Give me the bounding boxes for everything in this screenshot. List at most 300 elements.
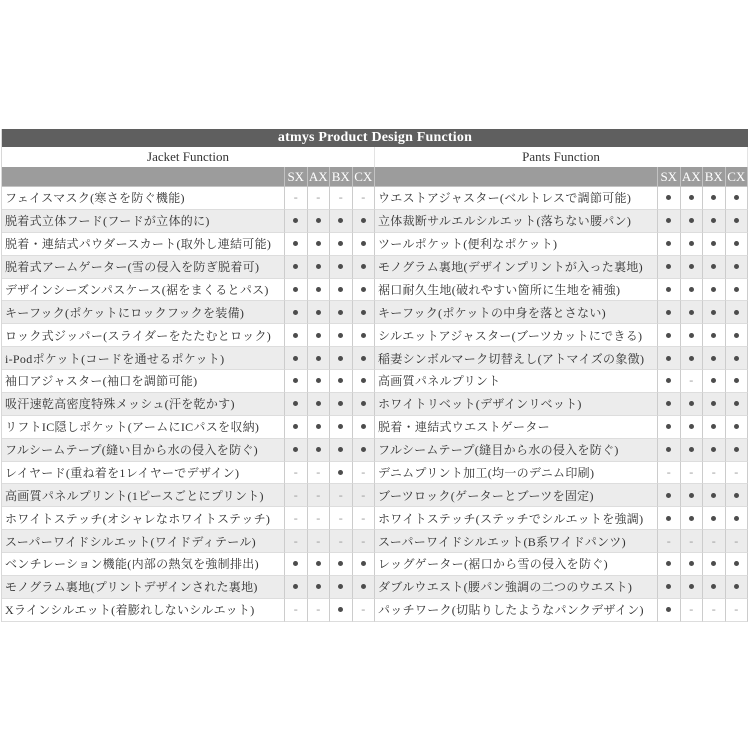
jacket-feature-value-bx [330,393,353,416]
dot-icon [338,447,343,452]
jacket-feature-value-ax [308,393,331,416]
pants-feature-value-bx [703,507,726,530]
jacket-feature-value-cx: - [353,599,376,622]
jacket-col-bx: BX [330,167,353,187]
pants-feature-label: ブーツロック(ゲーターとブーツを固定) [375,484,658,507]
jacket-feature-value-cx [353,233,376,256]
jacket-feature-value-cx [353,279,376,302]
pants-feature-value-cx [726,324,749,347]
dot-icon [666,561,671,566]
dot-icon [338,561,343,566]
jacket-feature-value-ax: - [308,599,331,622]
table-grid [1,129,747,622]
jacket-feature-value-ax [308,256,331,279]
jacket-feature-value-cx [353,210,376,233]
dot-icon [734,356,739,361]
jacket-feature-label: ホワイトステッチ(オシャレなホワイトステッチ) [2,507,285,530]
jacket-feature-value-sx: - [285,599,308,622]
pants-feature-value-bx: - [703,462,726,485]
dot-icon [666,310,671,315]
dot-icon [689,584,694,589]
jacket-feature-value-bx [330,462,353,485]
dot-icon [689,424,694,429]
jacket-feature-value-sx [285,416,308,439]
dot-icon [711,264,716,269]
jacket-feature-value-ax [308,347,331,370]
pants-feature-value-bx: - [703,530,726,553]
jacket-feature-label: 脱着・連結式パウダースカート(取外し連結可能) [2,233,285,256]
jacket-feature-value-cx: - [353,484,376,507]
dot-icon [689,493,694,498]
pants-feature-value-cx: - [726,530,749,553]
pants-feature-value-sx [658,393,681,416]
dot-icon [734,424,739,429]
dot-icon [293,333,298,338]
jacket-feature-value-ax: - [308,462,331,485]
pants-feature-value-ax [681,347,704,370]
dot-icon [666,264,671,269]
jacket-feature-value-sx: - [285,484,308,507]
jacket-feature-value-sx [285,393,308,416]
pants-col-sx: SX [658,167,681,187]
dot-icon [316,310,321,315]
dot-icon [293,424,298,429]
jacket-feature-value-cx [353,301,376,324]
jacket-feature-value-sx [285,210,308,233]
pants-feature-value-bx [703,576,726,599]
jacket-feature-label: 吸汗速乾高密度特殊メッシュ(汗を乾かす) [2,393,285,416]
pants-feature-value-cx: - [726,462,749,485]
dot-icon [361,264,366,269]
pants-feature-value-cx [726,279,749,302]
dot-icon [666,378,671,383]
jacket-feature-value-cx: - [353,530,376,553]
dot-icon [689,447,694,452]
dot-icon [293,356,298,361]
jacket-feature-label: モノグラム裏地(プリントデザインされた裏地) [2,576,285,599]
jacket-feature-value-bx [330,553,353,576]
jacket-col-sx: SX [285,167,308,187]
pants-feature-value-bx [703,484,726,507]
pants-feature-label: シルエットアジャスター(ブーツカットにできる) [375,324,658,347]
pants-feature-value-bx [703,370,726,393]
pants-feature-value-bx [703,187,726,210]
dot-icon [293,241,298,246]
dot-icon [666,447,671,452]
pants-feature-value-ax [681,507,704,530]
dot-icon [689,561,694,566]
dot-icon [734,195,739,200]
pants-feature-value-cx: - [726,599,749,622]
pants-feature-value-sx [658,233,681,256]
dot-icon [666,516,671,521]
dot-icon [293,447,298,452]
jacket-feature-value-ax: - [308,484,331,507]
dot-icon [293,378,298,383]
jacket-feature-value-ax: - [308,507,331,530]
pants-feature-value-ax [681,484,704,507]
pants-feature-label: デニムプリント加工(均一のデニム印刷) [375,462,658,485]
jacket-feature-value-ax [308,370,331,393]
jacket-feature-value-bx [330,279,353,302]
dot-icon [361,310,366,315]
jacket-feature-label: リフトIC隠しポケット(アームにICパスを収納) [2,416,285,439]
dot-icon [293,584,298,589]
pants-feature-value-sx: - [658,530,681,553]
dot-icon [316,264,321,269]
dot-icon [689,241,694,246]
dot-icon [316,561,321,566]
jacket-feature-label: キーフック(ポケットにロックフックを装備) [2,301,285,324]
dot-icon [293,218,298,223]
dot-icon [734,401,739,406]
pants-feature-label: ホワイトリベット(デザインリベット) [375,393,658,416]
pants-feature-value-bx [703,347,726,370]
pants-feature-value-sx [658,484,681,507]
pants-feature-label: レッグゲーター(裾口から雪の侵入を防ぐ) [375,553,658,576]
jacket-col-cx: CX [353,167,376,187]
pants-feature-value-sx [658,416,681,439]
dot-icon [361,561,366,566]
jacket-feature-label: 高画質パネルプリント(1ピースごとにプリント) [2,484,285,507]
dot-icon [734,218,739,223]
dot-icon [734,378,739,383]
dot-icon [338,424,343,429]
dot-icon [293,561,298,566]
pants-feature-value-ax [681,210,704,233]
dot-icon [734,287,739,292]
jacket-feature-label: デザインシーズンパスケース(裾をまくるとパス) [2,279,285,302]
dot-icon [666,493,671,498]
dot-icon [711,333,716,338]
jacket-feature-value-bx: - [330,507,353,530]
dot-icon [711,310,716,315]
dot-icon [316,287,321,292]
pants-feature-value-bx [703,210,726,233]
pants-col-bx: BX [703,167,726,187]
dot-icon [734,447,739,452]
product-function-table [1,129,747,622]
dot-icon [338,264,343,269]
pants-feature-value-ax [681,256,704,279]
jacket-feature-value-sx [285,576,308,599]
jacket-feature-value-bx [330,347,353,370]
dot-icon [666,333,671,338]
dot-icon [734,516,739,521]
dot-icon [316,333,321,338]
pants-feature-label: ダブルウエスト(腰パン強調の二つのウエスト) [375,576,658,599]
jacket-colhead-spacer [2,167,285,187]
dot-icon [666,584,671,589]
dot-icon [361,287,366,292]
pants-feature-value-ax [681,553,704,576]
dot-icon [711,516,716,521]
jacket-feature-label: 脱着式アームゲーター(雪の侵入を防ぎ脱着可) [2,256,285,279]
pants-feature-value-bx [703,393,726,416]
jacket-feature-value-sx: - [285,507,308,530]
jacket-feature-value-cx: - [353,507,376,530]
pants-feature-label: 立体裁断サルエルシルエット(落ちない腰パン) [375,210,658,233]
jacket-feature-value-cx [353,393,376,416]
pants-feature-value-ax [681,233,704,256]
jacket-feature-value-sx [285,370,308,393]
dot-icon [711,218,716,223]
pants-feature-value-sx [658,370,681,393]
jacket-feature-value-bx [330,256,353,279]
dot-icon [316,424,321,429]
jacket-feature-value-sx: - [285,530,308,553]
dot-icon [666,218,671,223]
dot-icon [338,401,343,406]
dot-icon [666,195,671,200]
jacket-feature-value-sx [285,439,308,462]
pants-feature-value-ax: - [681,370,704,393]
dot-icon [711,195,716,200]
jacket-feature-value-sx: - [285,187,308,210]
dot-icon [734,310,739,315]
dot-icon [689,333,694,338]
dot-icon [734,241,739,246]
pants-feature-value-sx: - [658,462,681,485]
page-title: atmys Product Design Function [2,129,748,147]
dot-icon [711,424,716,429]
dot-icon [316,241,321,246]
dot-icon [361,424,366,429]
dot-icon [711,356,716,361]
jacket-feature-value-bx: - [330,530,353,553]
pants-feature-value-cx [726,210,749,233]
jacket-feature-value-ax [308,210,331,233]
dot-icon [361,241,366,246]
jacket-section-header: Jacket Function [2,147,375,167]
dot-icon [361,584,366,589]
dot-icon [293,264,298,269]
jacket-feature-label: i-Podポケット(コードを通せるポケット) [2,347,285,370]
dot-icon [734,561,739,566]
dot-icon [361,218,366,223]
jacket-feature-value-cx: - [353,462,376,485]
pants-feature-value-ax: - [681,530,704,553]
jacket-feature-value-bx [330,324,353,347]
dot-icon [361,447,366,452]
jacket-feature-label: ロック式ジッパー(スライダーをたたむとロック) [2,324,285,347]
dot-icon [338,356,343,361]
jacket-feature-label: 脱着式立体フード(フードが立体的に) [2,210,285,233]
dot-icon [316,356,321,361]
jacket-feature-value-ax [308,279,331,302]
dot-icon [361,401,366,406]
pants-feature-value-ax: - [681,599,704,622]
jacket-feature-value-cx: - [353,187,376,210]
pants-col-ax: AX [681,167,704,187]
pants-feature-value-ax [681,576,704,599]
pants-feature-label: 裾口耐久生地(破れやすい箇所に生地を補強) [375,279,658,302]
jacket-feature-value-sx [285,347,308,370]
jacket-feature-value-bx [330,233,353,256]
pants-feature-value-ax [681,324,704,347]
jacket-feature-value-ax [308,301,331,324]
pants-feature-value-cx [726,301,749,324]
jacket-feature-value-sx [285,279,308,302]
pants-feature-value-sx [658,439,681,462]
jacket-feature-value-ax [308,439,331,462]
jacket-feature-value-ax [308,416,331,439]
dot-icon [338,310,343,315]
pants-feature-value-ax [681,439,704,462]
dot-icon [689,356,694,361]
dot-icon [338,470,343,475]
dot-icon [666,287,671,292]
jacket-feature-value-sx [285,301,308,324]
jacket-feature-label: Xラインシルエット(着膨れしないシルエット) [2,599,285,622]
dot-icon [734,584,739,589]
pants-feature-value-bx [703,439,726,462]
dot-icon [666,424,671,429]
dot-icon [666,241,671,246]
dot-icon [711,287,716,292]
pants-section-header: Pants Function [375,147,748,167]
pants-feature-value-ax: - [681,462,704,485]
pants-feature-label: キーフック(ポケットの中身を落とさない) [375,301,658,324]
jacket-feature-value-sx: - [285,462,308,485]
pants-feature-value-cx [726,507,749,530]
pants-feature-label: ウエストアジャスター(ベルトレスで調節可能) [375,187,658,210]
jacket-feature-value-bx [330,576,353,599]
jacket-feature-label: フルシームテープ(縫い目から水の侵入を防ぐ) [2,439,285,462]
dot-icon [338,378,343,383]
pants-feature-label: スーパーワイドシルエット(B系ワイドパンツ) [375,530,658,553]
pants-feature-value-bx [703,416,726,439]
pants-feature-value-sx [658,324,681,347]
jacket-feature-value-ax [308,233,331,256]
dot-icon [689,401,694,406]
dot-icon [711,584,716,589]
pants-feature-value-cx [726,347,749,370]
jacket-feature-value-bx: - [330,484,353,507]
jacket-feature-value-bx [330,370,353,393]
dot-icon [711,241,716,246]
dot-icon [711,493,716,498]
dot-icon [293,401,298,406]
pants-feature-value-ax [681,279,704,302]
pants-feature-label: ツールポケット(便利なポケット) [375,233,658,256]
jacket-feature-value-ax [308,576,331,599]
dot-icon [338,584,343,589]
jacket-feature-value-ax: - [308,187,331,210]
pants-feature-label: ホワイトステッチ(ステッチでシルエットを強調) [375,507,658,530]
jacket-feature-label: 袖口アジャスター(袖口を調節可能) [2,370,285,393]
pants-colhead-spacer [375,167,658,187]
pants-feature-value-sx [658,576,681,599]
jacket-feature-value-bx [330,439,353,462]
jacket-feature-value-sx [285,553,308,576]
dot-icon [711,447,716,452]
dot-icon [338,287,343,292]
pants-feature-value-bx [703,553,726,576]
jacket-feature-value-cx [353,416,376,439]
jacket-feature-value-sx [285,233,308,256]
pants-feature-value-ax [681,393,704,416]
jacket-feature-label: ベンチレーション機能(内部の熱気を強制排出) [2,553,285,576]
jacket-feature-value-ax: - [308,530,331,553]
pants-feature-value-bx [703,279,726,302]
pants-feature-value-sx [658,507,681,530]
jacket-feature-value-ax [308,553,331,576]
jacket-feature-label: レイヤード(重ね着を1レイヤーでデザイン) [2,462,285,485]
jacket-feature-value-bx [330,599,353,622]
dot-icon [734,264,739,269]
jacket-feature-value-cx [353,324,376,347]
jacket-feature-value-bx [330,210,353,233]
pants-feature-value-bx: - [703,599,726,622]
pants-feature-value-sx [658,553,681,576]
pants-feature-value-sx [658,187,681,210]
pants-feature-value-cx [726,256,749,279]
pants-feature-value-cx [726,576,749,599]
pants-feature-value-cx [726,233,749,256]
pants-feature-value-ax [681,187,704,210]
pants-feature-label: フルシームテープ(縫目から水の侵入を防ぐ) [375,439,658,462]
dot-icon [361,333,366,338]
jacket-col-ax: AX [308,167,331,187]
pants-feature-value-sx [658,301,681,324]
pants-feature-value-cx [726,187,749,210]
dot-icon [711,401,716,406]
jacket-feature-value-cx [353,370,376,393]
pants-feature-label: 高画質パネルプリント [375,370,658,393]
pants-feature-label: モノグラム裏地(デザインプリントが入った裏地) [375,256,658,279]
pants-feature-value-bx [703,233,726,256]
dot-icon [361,378,366,383]
jacket-feature-value-bx: - [330,187,353,210]
dot-icon [361,356,366,361]
pants-feature-value-cx [726,553,749,576]
dot-icon [666,401,671,406]
jacket-feature-value-cx [353,439,376,462]
dot-icon [689,310,694,315]
jacket-feature-value-cx [353,576,376,599]
dot-icon [666,607,671,612]
pants-feature-value-cx [726,484,749,507]
dot-icon [293,287,298,292]
dot-icon [689,516,694,521]
pants-feature-value-cx [726,393,749,416]
dot-icon [316,447,321,452]
dot-icon [734,333,739,338]
pants-feature-label: 脱着・連結式ウエストゲーター [375,416,658,439]
jacket-feature-value-bx [330,301,353,324]
dot-icon [293,310,298,315]
dot-icon [689,264,694,269]
jacket-feature-value-sx [285,256,308,279]
jacket-feature-label: フェイスマスク(寒さを防ぐ機能) [2,187,285,210]
pants-feature-value-sx [658,256,681,279]
dot-icon [338,241,343,246]
dot-icon [338,218,343,223]
jacket-feature-label: スーパーワイドシルエット(ワイドディテール) [2,530,285,553]
dot-icon [734,493,739,498]
jacket-feature-value-cx [353,256,376,279]
pants-feature-value-cx [726,370,749,393]
dot-icon [711,378,716,383]
dot-icon [316,584,321,589]
pants-feature-value-bx [703,324,726,347]
jacket-feature-value-bx [330,416,353,439]
jacket-feature-value-sx [285,324,308,347]
dot-icon [316,401,321,406]
pants-feature-value-bx [703,256,726,279]
pants-feature-value-cx [726,439,749,462]
